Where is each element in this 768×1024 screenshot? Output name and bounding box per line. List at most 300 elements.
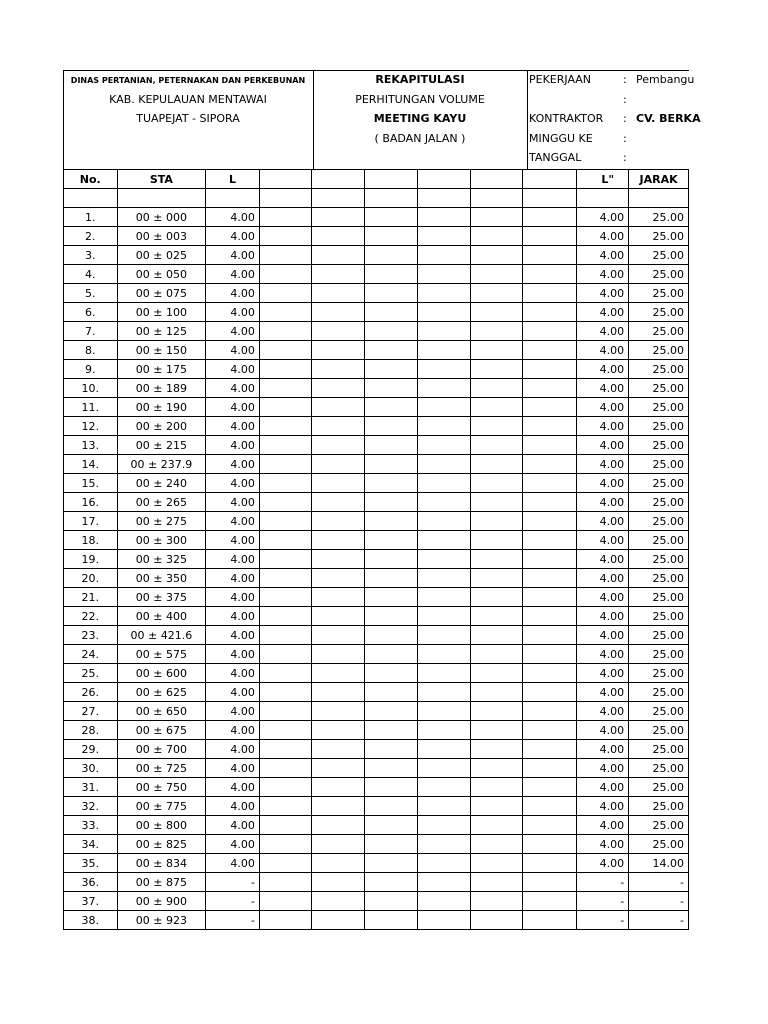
empty-cell (470, 265, 522, 284)
empty-cell (417, 892, 470, 911)
row-l2: 4.00 (576, 721, 629, 740)
row-l: 4.00 (206, 588, 260, 607)
row-no: 27. (64, 702, 118, 721)
empty-cell (417, 322, 470, 341)
table-row (64, 474, 689, 493)
empty-cell (259, 474, 311, 493)
row-no: 13. (64, 436, 118, 455)
empty-cell (365, 170, 417, 189)
empty-cell (523, 835, 576, 854)
row-sta: 00 ± 050 (117, 265, 206, 284)
empty-cell (365, 892, 417, 911)
report-header (63, 70, 701, 169)
empty-cell (259, 322, 311, 341)
empty-cell (417, 246, 470, 265)
info-colon: : (623, 132, 627, 145)
row-l2: 4.00 (576, 208, 629, 227)
empty-cell (259, 835, 311, 854)
row-l2: 4.00 (576, 246, 629, 265)
empty-cell (523, 322, 576, 341)
empty-cell (417, 208, 470, 227)
empty-cell (470, 474, 522, 493)
empty-cell (470, 702, 522, 721)
row-no: 34. (64, 835, 118, 854)
row-l2: 4.00 (576, 626, 629, 645)
empty-cell (417, 797, 470, 816)
info-colon: : (623, 93, 627, 106)
row-l: 4.00 (206, 284, 260, 303)
empty-cell (365, 284, 417, 303)
row-l2: - (576, 911, 629, 930)
row-jarak: 25.00 (629, 683, 689, 702)
row-l2: - (576, 892, 629, 911)
empty-cell (365, 721, 417, 740)
empty-cell (365, 227, 417, 246)
empty-cell (470, 455, 522, 474)
row-sta: 00 ± 700 (117, 740, 206, 759)
row-jarak: 25.00 (629, 797, 689, 816)
table-row (64, 778, 689, 797)
row-sta: 00 ± 775 (117, 797, 206, 816)
empty-cell (470, 911, 522, 930)
column-header-row (64, 170, 689, 189)
empty-cell (523, 417, 576, 436)
row-sta: 00 ± 150 (117, 341, 206, 360)
row-l2: 4.00 (576, 265, 629, 284)
org-line-2: KAB. KEPULAUAN MENTAWAI (109, 93, 267, 106)
empty-cell (365, 550, 417, 569)
row-l2: 4.00 (576, 645, 629, 664)
row-l2: 4.00 (576, 854, 629, 873)
empty-cell (312, 512, 365, 531)
row-l: 4.00 (206, 208, 260, 227)
empty-cell (470, 170, 522, 189)
col-header-no: No. (64, 170, 118, 189)
row-sta: 00 ± 189 (117, 379, 206, 398)
table-row (64, 379, 689, 398)
row-l2: 4.00 (576, 531, 629, 550)
empty-cell (470, 436, 522, 455)
empty-cell (523, 816, 576, 835)
empty-cell (417, 170, 470, 189)
table-row (64, 284, 689, 303)
empty-cell (470, 322, 522, 341)
row-no: 1. (64, 208, 118, 227)
row-jarak: 25.00 (629, 265, 689, 284)
row-sta: 00 ± 675 (117, 721, 206, 740)
empty-cell (365, 208, 417, 227)
empty-cell (417, 778, 470, 797)
col-header-l2: L" (576, 170, 629, 189)
empty-cell (523, 512, 576, 531)
table-row (64, 873, 689, 892)
empty-cell (365, 474, 417, 493)
row-jarak: 25.00 (629, 531, 689, 550)
empty-cell (417, 721, 470, 740)
empty-cell (470, 645, 522, 664)
table-row (64, 683, 689, 702)
table-row (64, 455, 689, 474)
org-line-3: TUAPEJAT - SIPORA (136, 112, 240, 125)
row-jarak: 25.00 (629, 550, 689, 569)
table-row (64, 702, 689, 721)
empty-cell (417, 569, 470, 588)
col-header-jarak: JARAK (629, 170, 689, 189)
row-jarak: 25.00 (629, 227, 689, 246)
empty-cell (259, 816, 311, 835)
empty-cell (312, 892, 365, 911)
row-l2: 4.00 (576, 550, 629, 569)
empty-cell (365, 702, 417, 721)
empty-cell (312, 493, 365, 512)
row-no: 20. (64, 569, 118, 588)
row-no: 15. (64, 474, 118, 493)
row-sta: 00 ± 000 (117, 208, 206, 227)
empty-cell (417, 265, 470, 284)
row-l2: 4.00 (576, 835, 629, 854)
empty-cell (365, 854, 417, 873)
empty-cell (365, 569, 417, 588)
empty-cell (470, 854, 522, 873)
row-sta: 00 ± 190 (117, 398, 206, 417)
row-l: 4.00 (206, 550, 260, 569)
row-l2: 4.00 (576, 683, 629, 702)
row-no: 8. (64, 341, 118, 360)
empty-cell (259, 683, 311, 702)
empty-cell (470, 493, 522, 512)
empty-cell (312, 379, 365, 398)
table-row (64, 436, 689, 455)
empty-cell (312, 645, 365, 664)
row-l2: 4.00 (576, 322, 629, 341)
volume-table (63, 169, 689, 930)
empty-cell (523, 721, 576, 740)
row-jarak: - (629, 892, 689, 911)
empty-cell (259, 664, 311, 683)
info-label-minggu: MINGGU KE (529, 132, 593, 145)
row-no: 5. (64, 284, 118, 303)
row-no: 2. (64, 227, 118, 246)
row-jarak: 25.00 (629, 493, 689, 512)
empty-cell (365, 341, 417, 360)
table-row (64, 531, 689, 550)
empty-cell (417, 854, 470, 873)
empty-cell (365, 759, 417, 778)
row-no: 35. (64, 854, 118, 873)
empty-cell (259, 797, 311, 816)
row-no: 38. (64, 911, 118, 930)
empty-cell (312, 835, 365, 854)
empty-cell (523, 227, 576, 246)
empty-cell (523, 208, 576, 227)
empty-cell (312, 531, 365, 550)
row-jarak: 25.00 (629, 303, 689, 322)
empty-cell (523, 550, 576, 569)
empty-cell (470, 626, 522, 645)
row-no: 28. (64, 721, 118, 740)
row-sta: 00 ± 237.9 (117, 455, 206, 474)
row-l: 4.00 (206, 702, 260, 721)
empty-cell (523, 493, 576, 512)
empty-cell (523, 569, 576, 588)
info-value-kontraktor: CV. BERKA (636, 112, 701, 125)
empty-cell (365, 740, 417, 759)
empty-cell (259, 208, 311, 227)
empty-cell (470, 607, 522, 626)
empty-cell (259, 417, 311, 436)
empty-cell (259, 721, 311, 740)
empty-cell (365, 645, 417, 664)
row-no: 29. (64, 740, 118, 759)
empty-cell (470, 873, 522, 892)
table-row (64, 607, 689, 626)
row-no: 32. (64, 797, 118, 816)
empty-cell (259, 512, 311, 531)
empty-cell (523, 645, 576, 664)
empty-cell (417, 607, 470, 626)
empty-cell (259, 892, 311, 911)
col-header-sta: STA (117, 170, 206, 189)
row-l2: 4.00 (576, 455, 629, 474)
empty-cell (312, 322, 365, 341)
empty-cell (312, 398, 365, 417)
table-row (64, 797, 689, 816)
empty-cell (365, 531, 417, 550)
row-no: 6. (64, 303, 118, 322)
table-row (64, 341, 689, 360)
table-row (64, 227, 689, 246)
empty-cell (523, 759, 576, 778)
empty-cell (312, 208, 365, 227)
row-no: 7. (64, 322, 118, 341)
empty-cell (365, 873, 417, 892)
empty-cell (365, 816, 417, 835)
empty-cell (365, 512, 417, 531)
table-row (64, 911, 689, 930)
row-l: 4.00 (206, 379, 260, 398)
empty-cell (417, 417, 470, 436)
row-no: 25. (64, 664, 118, 683)
row-jarak: 25.00 (629, 246, 689, 265)
row-l: 4.00 (206, 607, 260, 626)
row-jarak: 25.00 (629, 702, 689, 721)
empty-cell (470, 379, 522, 398)
row-l: 4.00 (206, 512, 260, 531)
row-l: 4.00 (206, 816, 260, 835)
empty-cell (312, 664, 365, 683)
row-l2: 4.00 (576, 512, 629, 531)
empty-cell (470, 797, 522, 816)
empty-cell (312, 607, 365, 626)
empty-cell (259, 284, 311, 303)
table-row (64, 398, 689, 417)
empty-cell (470, 227, 522, 246)
row-no: 4. (64, 265, 118, 284)
row-jarak: 25.00 (629, 322, 689, 341)
row-jarak: 25.00 (629, 721, 689, 740)
table-row (64, 265, 689, 284)
row-sta: 00 ± 275 (117, 512, 206, 531)
row-no: 18. (64, 531, 118, 550)
empty-cell (523, 303, 576, 322)
empty-cell (365, 683, 417, 702)
empty-cell (259, 360, 311, 379)
empty-cell (312, 683, 365, 702)
row-sta: 00 ± 750 (117, 778, 206, 797)
row-l2: 4.00 (576, 227, 629, 246)
row-no: 30. (64, 759, 118, 778)
table-row (64, 417, 689, 436)
row-no: 22. (64, 607, 118, 626)
row-l: 4.00 (206, 835, 260, 854)
row-l: 4.00 (206, 683, 260, 702)
row-sta: 00 ± 650 (117, 702, 206, 721)
row-l: - (206, 911, 260, 930)
row-jarak: 25.00 (629, 607, 689, 626)
empty-cell (417, 379, 470, 398)
table-row (64, 550, 689, 569)
table-row (64, 626, 689, 645)
row-no: 21. (64, 588, 118, 607)
empty-cell (523, 892, 576, 911)
row-l: 4.00 (206, 227, 260, 246)
row-no: 23. (64, 626, 118, 645)
row-sta: 00 ± 300 (117, 531, 206, 550)
row-l2: 4.00 (576, 740, 629, 759)
empty-cell (523, 531, 576, 550)
row-jarak: 25.00 (629, 778, 689, 797)
row-l2: 4.00 (576, 493, 629, 512)
row-jarak: 25.00 (629, 284, 689, 303)
table-row (64, 360, 689, 379)
empty-cell (417, 474, 470, 493)
row-sta: 00 ± 215 (117, 436, 206, 455)
org-line-1: DINAS PERTANIAN, PETERNAKAN DAN PERKEBUNAN (70, 76, 306, 85)
info-colon: : (623, 73, 627, 86)
empty-cell (470, 892, 522, 911)
empty-cell (523, 778, 576, 797)
empty-cell (417, 626, 470, 645)
row-jarak: 25.00 (629, 664, 689, 683)
row-l2: 4.00 (576, 284, 629, 303)
info-label-tanggal: TANGGAL (529, 151, 582, 164)
row-l: 4.00 (206, 778, 260, 797)
empty-cell (259, 436, 311, 455)
table-row (64, 208, 689, 227)
empty-cell (365, 455, 417, 474)
empty-cell (365, 360, 417, 379)
empty-cell (312, 303, 365, 322)
empty-cell (312, 265, 365, 284)
row-l2: 4.00 (576, 797, 629, 816)
empty-cell (523, 854, 576, 873)
row-sta: 00 ± 200 (117, 417, 206, 436)
row-jarak: - (629, 873, 689, 892)
empty-cell (417, 436, 470, 455)
empty-cell (417, 303, 470, 322)
row-l: 4.00 (206, 854, 260, 873)
row-l: 4.00 (206, 797, 260, 816)
info-colon: : (623, 151, 627, 164)
table-row (64, 759, 689, 778)
empty-cell (259, 607, 311, 626)
row-l2: 4.00 (576, 379, 629, 398)
empty-cell (470, 759, 522, 778)
empty-cell (312, 246, 365, 265)
empty-cell (365, 265, 417, 284)
empty-cell (259, 170, 311, 189)
row-sta: 00 ± 800 (117, 816, 206, 835)
empty-cell (523, 626, 576, 645)
row-jarak: 25.00 (629, 569, 689, 588)
row-l2: 4.00 (576, 816, 629, 835)
empty-cell (417, 512, 470, 531)
empty-cell (365, 246, 417, 265)
empty-cell (417, 835, 470, 854)
empty-cell (365, 398, 417, 417)
row-no: 17. (64, 512, 118, 531)
row-jarak: 25.00 (629, 588, 689, 607)
empty-cell (365, 379, 417, 398)
empty-cell (417, 531, 470, 550)
empty-cell (417, 873, 470, 892)
row-l: 4.00 (206, 455, 260, 474)
row-sta: 00 ± 421.6 (117, 626, 206, 645)
row-l2: 4.00 (576, 778, 629, 797)
row-jarak: 25.00 (629, 398, 689, 417)
empty-cell (365, 322, 417, 341)
row-no: 26. (64, 683, 118, 702)
info-value-pekerjaan: Pembangu (636, 73, 695, 86)
empty-cell (312, 854, 365, 873)
row-sta: 00 ± 100 (117, 303, 206, 322)
row-jarak: 25.00 (629, 208, 689, 227)
empty-cell (259, 227, 311, 246)
row-no: 14. (64, 455, 118, 474)
empty-cell (365, 835, 417, 854)
row-l: 4.00 (206, 341, 260, 360)
empty-cell (365, 303, 417, 322)
empty-cell (312, 436, 365, 455)
row-l2: 4.00 (576, 303, 629, 322)
row-sta: 00 ± 075 (117, 284, 206, 303)
row-l: 4.00 (206, 721, 260, 740)
row-no: 19. (64, 550, 118, 569)
table-row (64, 740, 689, 759)
empty-cell (365, 778, 417, 797)
empty-cell (417, 360, 470, 379)
info-label-pekerjaan: PEKERJAAN (529, 73, 592, 86)
empty-cell (259, 455, 311, 474)
empty-cell (523, 607, 576, 626)
col-header-l: L (206, 170, 260, 189)
table-row (64, 588, 689, 607)
empty-cell (470, 208, 522, 227)
row-sta: 00 ± 600 (117, 664, 206, 683)
empty-cell (312, 341, 365, 360)
table-row (64, 816, 689, 835)
empty-cell (259, 854, 311, 873)
row-no: 37. (64, 892, 118, 911)
empty-cell (417, 227, 470, 246)
empty-cell (523, 911, 576, 930)
empty-cell (259, 588, 311, 607)
empty-cell (417, 911, 470, 930)
row-jarak: 25.00 (629, 759, 689, 778)
row-jarak: 25.00 (629, 474, 689, 493)
table-row (64, 512, 689, 531)
row-l: 4.00 (206, 265, 260, 284)
